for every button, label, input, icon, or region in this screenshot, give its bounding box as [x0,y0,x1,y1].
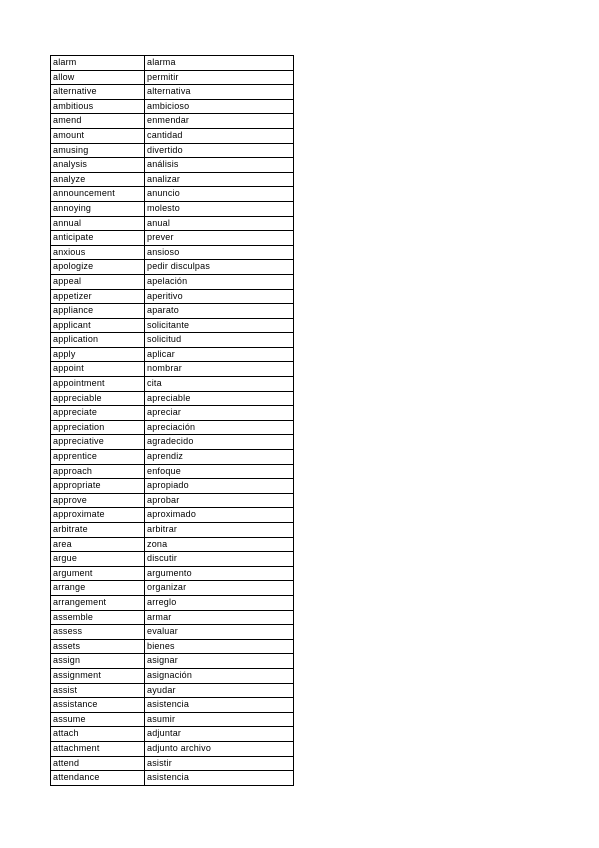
spanish-translation-cell: armar [145,610,294,625]
spanish-translation-cell: apropiado [145,479,294,494]
english-word-cell: arrange [51,581,145,596]
english-word-cell: attend [51,756,145,771]
table-row [51,347,294,362]
spanish-translation-cell: apreciación [145,420,294,435]
table-row [51,450,294,465]
spanish-translation-cell: aprendiz [145,450,294,465]
english-word-cell: applicant [51,318,145,333]
english-word-cell: assistance [51,698,145,713]
spanish-translation-cell: molesto [145,201,294,216]
table-row [51,566,294,581]
spanish-translation-cell: enfoque [145,464,294,479]
english-word-cell: assign [51,654,145,669]
spanish-translation-cell: nombrar [145,362,294,377]
table-row [51,464,294,479]
english-word-cell: apprentice [51,450,145,465]
table-row [51,595,294,610]
english-word-cell: apply [51,347,145,362]
spanish-translation-cell: prever [145,231,294,246]
table-row [51,187,294,202]
spanish-translation-cell: enmendar [145,114,294,129]
english-word-cell: arbitrate [51,523,145,538]
spanish-translation-cell: permitir [145,70,294,85]
spanish-translation-cell: ayudar [145,683,294,698]
spanish-translation-cell: agradecido [145,435,294,450]
table-row [51,172,294,187]
table-row [51,406,294,421]
table-row [51,771,294,786]
table-row [51,683,294,698]
spanish-translation-cell: anuncio [145,187,294,202]
table-row [51,479,294,494]
table-row [51,668,294,683]
spanish-translation-cell: aprobar [145,493,294,508]
spanish-translation-cell: apelación [145,274,294,289]
spanish-translation-cell: arreglo [145,595,294,610]
spanish-translation-cell: adjuntar [145,727,294,742]
spanish-translation-cell: alarma [145,56,294,71]
table-row [51,216,294,231]
table-row [51,420,294,435]
spanish-translation-cell: apreciar [145,406,294,421]
spanish-translation-cell: analizar [145,172,294,187]
table-row [51,698,294,713]
english-word-cell: appeal [51,274,145,289]
english-word-cell: anticipate [51,231,145,246]
english-word-cell: announcement [51,187,145,202]
table-row [51,523,294,538]
english-word-cell: appreciative [51,435,145,450]
table-row [51,581,294,596]
english-word-cell: apologize [51,260,145,275]
english-word-cell: annual [51,216,145,231]
spanish-translation-cell: argumento [145,566,294,581]
spanish-translation-cell: pedir disculpas [145,260,294,275]
english-word-cell: assignment [51,668,145,683]
spanish-translation-cell: apreciable [145,391,294,406]
english-word-cell: annoying [51,201,145,216]
spanish-translation-cell: aproximado [145,508,294,523]
table-row [51,289,294,304]
table-row [51,274,294,289]
english-word-cell: ambitious [51,99,145,114]
english-word-cell: appliance [51,304,145,319]
english-word-cell: attachment [51,741,145,756]
english-word-cell: alternative [51,85,145,100]
table-row [51,260,294,275]
spanish-translation-cell: ansioso [145,245,294,260]
spanish-translation-cell: aplicar [145,347,294,362]
table-row [51,362,294,377]
english-word-cell: appointment [51,377,145,392]
table-row [51,552,294,567]
english-word-cell: attendance [51,771,145,786]
table-row [51,333,294,348]
english-word-cell: attach [51,727,145,742]
table-row [51,639,294,654]
spanish-translation-cell: asistir [145,756,294,771]
vocabulary-table [50,55,294,786]
spanish-translation-cell: evaluar [145,625,294,640]
spanish-translation-cell: ambicioso [145,99,294,114]
table-row [51,99,294,114]
spanish-translation-cell: cita [145,377,294,392]
english-word-cell: analysis [51,158,145,173]
table-row [51,741,294,756]
table-row [51,712,294,727]
spanish-translation-cell: alternativa [145,85,294,100]
table-row [51,143,294,158]
table-row [51,128,294,143]
spanish-translation-cell: adjunto archivo [145,741,294,756]
table-row [51,537,294,552]
english-word-cell: argument [51,566,145,581]
table-row [51,245,294,260]
english-word-cell: allow [51,70,145,85]
table-row [51,70,294,85]
english-word-cell: appreciable [51,391,145,406]
english-word-cell: anxious [51,245,145,260]
table-row [51,654,294,669]
english-word-cell: assemble [51,610,145,625]
table-row [51,56,294,71]
table-row [51,304,294,319]
english-word-cell: amusing [51,143,145,158]
spanish-translation-cell: asignación [145,668,294,683]
table-row [51,727,294,742]
spanish-translation-cell: anual [145,216,294,231]
spanish-translation-cell: asignar [145,654,294,669]
english-word-cell: analyze [51,172,145,187]
english-word-cell: appetizer [51,289,145,304]
table-row [51,318,294,333]
table-row [51,625,294,640]
english-word-cell: argue [51,552,145,567]
table-row [51,508,294,523]
spanish-translation-cell: aparato [145,304,294,319]
spanish-translation-cell: divertido [145,143,294,158]
english-word-cell: approve [51,493,145,508]
vocabulary-table-body [51,56,294,786]
table-row [51,201,294,216]
table-row [51,391,294,406]
spanish-translation-cell: asumir [145,712,294,727]
english-word-cell: appoint [51,362,145,377]
table-row [51,231,294,246]
spanish-translation-cell: discutir [145,552,294,567]
english-word-cell: assume [51,712,145,727]
spanish-translation-cell: cantidad [145,128,294,143]
english-word-cell: amount [51,128,145,143]
english-word-cell: assist [51,683,145,698]
english-word-cell: appreciate [51,406,145,421]
table-row [51,756,294,771]
english-word-cell: alarm [51,56,145,71]
table-row [51,493,294,508]
english-word-cell: application [51,333,145,348]
table-row [51,85,294,100]
english-word-cell: amend [51,114,145,129]
english-word-cell: assess [51,625,145,640]
table-row [51,158,294,173]
spanish-translation-cell: zona [145,537,294,552]
spanish-translation-cell: solicitante [145,318,294,333]
table-row [51,377,294,392]
english-word-cell: assets [51,639,145,654]
table-row [51,114,294,129]
english-word-cell: approximate [51,508,145,523]
spanish-translation-cell: análisis [145,158,294,173]
spanish-translation-cell: aperitivo [145,289,294,304]
english-word-cell: area [51,537,145,552]
table-row [51,610,294,625]
spanish-translation-cell: solicitud [145,333,294,348]
english-word-cell: arrangement [51,595,145,610]
spanish-translation-cell: bienes [145,639,294,654]
spanish-translation-cell: arbitrar [145,523,294,538]
spanish-translation-cell: asistencia [145,771,294,786]
table-row [51,435,294,450]
english-word-cell: appropriate [51,479,145,494]
spanish-translation-cell: organizar [145,581,294,596]
spanish-translation-cell: asistencia [145,698,294,713]
english-word-cell: appreciation [51,420,145,435]
english-word-cell: approach [51,464,145,479]
